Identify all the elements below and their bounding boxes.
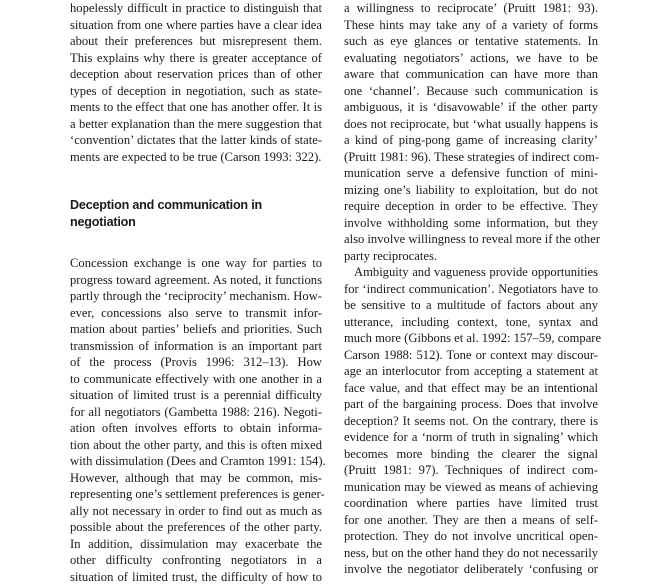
text-line: of the process (Provis 1996: 312–13). How: [70, 354, 322, 371]
text-line: ‘convention’ dictates that the latter kinds of state-: [70, 132, 322, 149]
text-line: deception? It seems not. On the contrary, there is: [344, 413, 598, 430]
text-line: representing one’s settlement preferences is gener-: [70, 486, 322, 503]
text-line: about their preferences but misrepresent them.: [70, 33, 322, 50]
text-line: protection. They do not involve uncritical open-: [344, 528, 598, 545]
left-paragraph-2: [70, 255, 322, 585]
text-line: situation of limited trust, the difficulty of how to: [70, 569, 322, 585]
text-line: for ‘indirect communication’. Negotiators have to: [344, 281, 598, 298]
text-line: ally not necessary in order to find out as much as: [70, 503, 322, 520]
text-line: hopelessly difficult in practice to distinguish that: [70, 0, 322, 17]
spacer: [70, 165, 322, 197]
text-line: such as eye glances or tentative statements. In: [344, 33, 598, 50]
text-line: partly through the ‘reciprocity’ mechanism. How-: [70, 288, 322, 305]
text-line: other difficulty confronting negotiators in a: [70, 552, 322, 569]
text-line: evidence for a ‘norm of truth in signaling’ which: [344, 429, 598, 446]
text-line: involve withholding some information, but they: [344, 215, 598, 232]
text-line: be sensitive to a multitude of factors about any: [344, 297, 598, 314]
text-line: situation from one where parties have a clear idea: [70, 17, 322, 34]
text-line: ments to the effect that one has another offer. It is: [70, 99, 322, 116]
text-line: to communicate effectively with one another in a: [70, 371, 322, 388]
text-line: party reciprocates.: [344, 248, 598, 265]
text-line: coordination where parties have limited trust: [344, 495, 598, 512]
right-column: [344, 0, 598, 578]
left-paragraph-1: [70, 0, 322, 165]
text-line: munication may be viewed as means of achieving: [344, 479, 598, 496]
text-line: Carson 1988: 512). Tone or context may discour-: [344, 347, 598, 364]
text-line: munication serve a defensive function of mini-: [344, 165, 598, 182]
text-line: involve the negotiator deliberately ‘confusing or: [344, 561, 598, 578]
text-line: However, although that may be common, mis-: [70, 470, 322, 487]
text-line: require deception in order to be effective. They: [344, 198, 598, 215]
text-line: one ‘channel’. Because such communication is: [344, 83, 598, 100]
text-line: ambiguous, it is ‘disavowable’ if the other party: [344, 99, 598, 116]
text-line: ation often involves efforts to obtain informa-: [70, 420, 322, 437]
text-line: aware that communication can have more than: [344, 66, 598, 83]
text-line: a kind of ping-pong game of increasing clarity’: [344, 132, 598, 149]
text-line: tion about the other party, and this is often mixed: [70, 437, 322, 454]
text-line: (Pruitt 1981: 97). Techniques of indirect com-: [344, 462, 598, 479]
text-line: transmission of information is an important part: [70, 338, 322, 355]
text-line: (Pruitt 1981: 96). These strategies of indirect com-: [344, 149, 598, 166]
left-column: [70, 0, 322, 585]
spacer: [70, 231, 322, 255]
text-line: utterance, including context, tone, syntax and: [344, 314, 598, 331]
text-line: does not reciprocate, but ‘what usually happens is: [344, 116, 598, 133]
text-line: situation of limited trust is a perennial difficulty: [70, 387, 322, 404]
heading-line: Deception and communication in: [70, 197, 322, 214]
section-heading: [70, 197, 322, 231]
text-line: In addition, dissimulation may exacerbate the: [70, 536, 322, 553]
text-line: These hints may take any of a variety of forms: [344, 17, 598, 34]
text-line: deception about reservation prices than of other: [70, 66, 322, 83]
text-line: for one another. They are then a means of self-: [344, 512, 598, 529]
text-line: possible about the preferences of the other party.: [70, 519, 322, 536]
text-line: This explains why there is greater acceptance of: [70, 50, 322, 67]
text-line: for all negotiators (Gambetta 1988: 216). Negoti-: [70, 404, 322, 421]
text-line: a better explanation than the mere suggestion that: [70, 116, 322, 133]
right-paragraph-2: [344, 264, 598, 578]
text-line: with dissimulation (Dees and Cramton 1991: 154).: [70, 453, 322, 470]
text-line: Concession exchange is one way for parties to: [70, 255, 322, 272]
text-line: mizing one’s liability to exploitation, but do not: [344, 182, 598, 199]
text-line: a willingness to reciprocate’ (Pruitt 1981: 93).: [344, 0, 598, 17]
text-line: face value, and that effect may be an intentional: [344, 380, 598, 397]
text-line: progress toward agreement. As noted, it functions: [70, 272, 322, 289]
text-line: Ambiguity and vagueness provide opportunities: [344, 264, 598, 281]
text-line: much more (Gibbons et al. 1992: 157–59, compare: [344, 330, 598, 347]
text-line: ments are expected to be true (Carson 1993: 322).: [70, 149, 322, 166]
text-line: part of the bargaining process. Does that involve: [344, 396, 598, 413]
text-line: types of deception in negotiation, such as state-: [70, 83, 322, 100]
text-line: mation about parties’ beliefs and priorities. Such: [70, 321, 322, 338]
text-line: ever, concessions also serve to transmit infor-: [70, 305, 322, 322]
text-line: ness, but on the other hand they do not necessarily: [344, 545, 598, 562]
text-line: becomes more binding the clearer the signal: [344, 446, 598, 463]
text-line: also involve willingness to reveal more if the other: [344, 231, 598, 248]
text-line: evaluating negotiators’ actions, we have to be: [344, 50, 598, 67]
text-line: age an interlocutor from accepting a statement at: [344, 363, 598, 380]
heading-line: negotiation: [70, 214, 322, 231]
right-paragraph-1: [344, 0, 598, 264]
